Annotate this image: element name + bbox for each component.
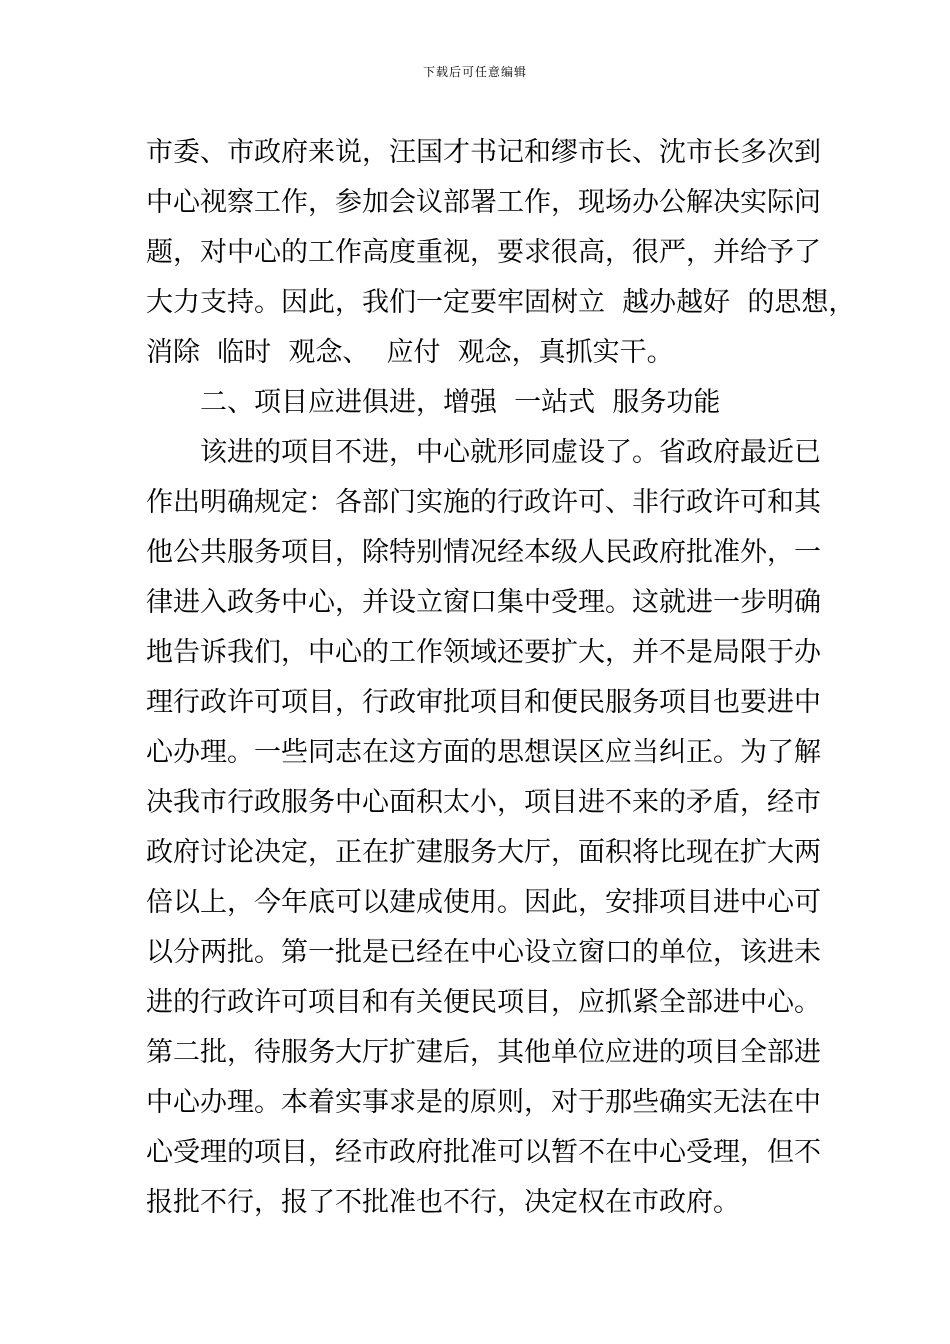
text-line: 进的行政许可项目和有关便民项目，应抓紧全部进中心。 bbox=[146, 987, 821, 1018]
text-line: 理行政许可项目，行政审批项目和便民服务项目也要进中 bbox=[146, 687, 821, 718]
text-line: 题，对中心的工作高度重视，要求很高，很严，并给予了 bbox=[146, 237, 821, 268]
paragraph-2 bbox=[146, 428, 836, 1228]
text-line: 政府讨论决定，正在扩建服务大厅，面积将比现在扩大两 bbox=[146, 837, 821, 868]
text-line: 市委、市政府来说，汪国才书记和缪市长、沈市长多次到 bbox=[146, 137, 821, 168]
text-line: 中心视察工作，参加会议部署工作，现场办公解决实际问 bbox=[146, 187, 821, 218]
text-line: 决我市行政服务中心面积太小，项目进不来的矛盾，经市 bbox=[146, 787, 821, 818]
text-line: 以分两批。第一批是已经在中心设立窗口的单位，该进未 bbox=[146, 937, 821, 968]
paragraph-1 bbox=[146, 128, 856, 378]
text-line: 消除 临时 观念、 应付 观念，真抓实干。 bbox=[146, 337, 674, 368]
text-line: 第二批，待服务大厅扩建后，其他单位应进的项目全部进 bbox=[146, 1037, 821, 1068]
text-line: 心办理。一些同志在这方面的思想误区应当纠正。为了解 bbox=[146, 737, 821, 768]
text-line: 地告诉我们，中心的工作领域还要扩大，并不是局限于办 bbox=[146, 637, 821, 668]
text-line: 报批不行，报了不批准也不行，决定权在市政府。 bbox=[146, 1187, 740, 1218]
page-header-note: 下载后可任意编辑 bbox=[422, 65, 527, 79]
text-line: 作出明确规定：各部门实施的行政许可、非行政许可和其 bbox=[146, 487, 821, 518]
text-line: 该进的项目不进，中心就形同虚设了。省政府最近已 bbox=[200, 437, 821, 468]
text-line: 大力支持。因此，我们一定要牢固树立 越办越好 的思想， bbox=[146, 287, 856, 318]
text-line: 中心办理。本着实事求是的原则，对于那些确实无法在中 bbox=[146, 1087, 821, 1118]
text-line: 倍以上，今年底可以建成使用。因此，安排项目进中心可 bbox=[146, 887, 821, 918]
text-line: 心受理的项目，经市政府批准可以暂不在中心受理，但不 bbox=[146, 1137, 821, 1168]
document-body bbox=[146, 128, 856, 1228]
text-line: 律进入政务中心，并设立窗口集中受理。这就进一步明确 bbox=[146, 587, 821, 618]
section-heading: 二、项目应进俱进，增强 一站式 服务功能 bbox=[200, 387, 721, 418]
text-line: 他公共服务项目，除特别情况经本级人民政府批准外，一 bbox=[146, 537, 821, 568]
